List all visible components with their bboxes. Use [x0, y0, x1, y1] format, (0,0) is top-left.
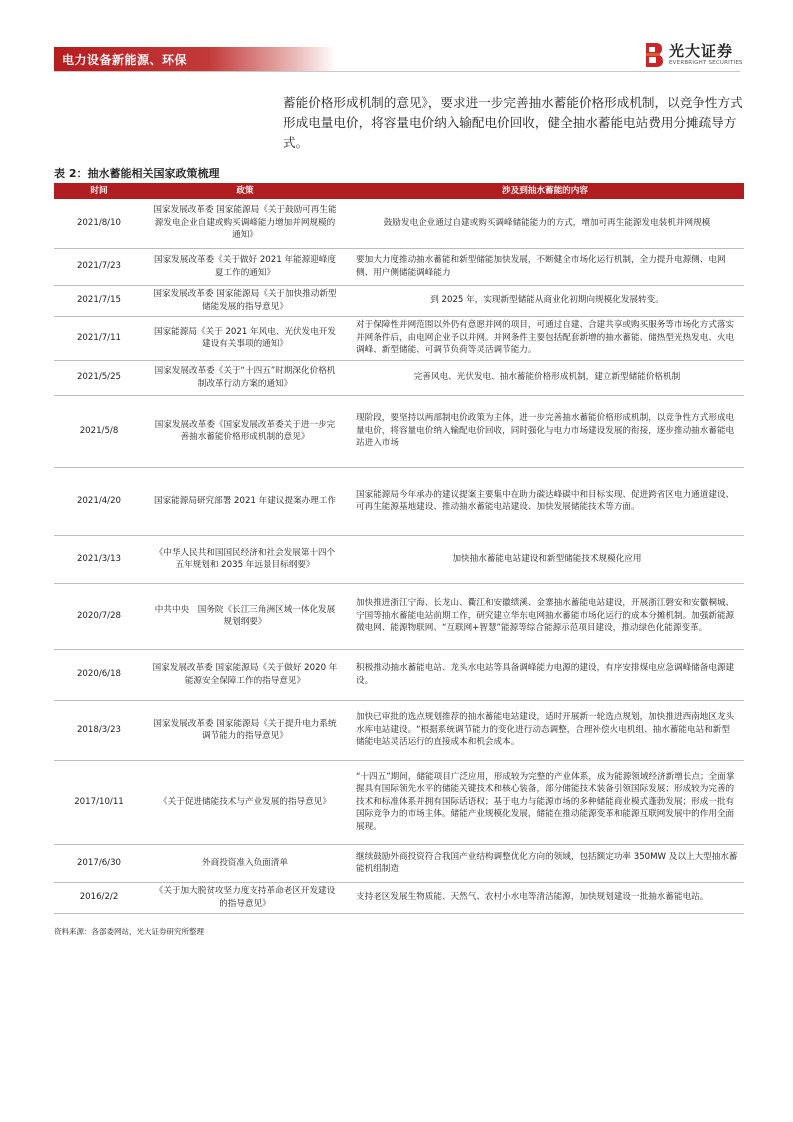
column-header-policy: 政策	[144, 183, 346, 198]
table-row	[54, 316, 744, 360]
cell-content: 要加大力度推动抽水蓄能和新型储能加快发展，不断健全市场化运行机制，全力提升电源侧、电网侧、用户侧储能调峰能力	[346, 248, 744, 285]
cell-content: 积极推动抽水蓄能电站、龙头水电站等具备调峰能力电源的建设，有序安排煤电应急调峰储备电源建设。	[346, 649, 744, 700]
cell-policy: 国家发展改革委《关于做好 2021 年能源迎峰度夏工作的通知》	[144, 248, 346, 285]
section-title: 电力设备新能源、环保	[62, 53, 188, 67]
cell-content: 鼓励发电企业通过自建或购买调峰储能能力的方式，增加可再生能源发电装机并网规模	[346, 198, 744, 248]
table-row	[54, 700, 744, 760]
table-caption: 表 2：抽水蓄能相关国家政策梳理	[54, 167, 220, 180]
table-row	[54, 882, 744, 913]
table-row	[54, 844, 744, 882]
source-note: 资料来源：各部委网站，光大证券研究所整理	[54, 927, 204, 936]
cell-policy: 中共中央 国务院《长江三角洲区域一体化发展规划纲要》	[144, 583, 346, 649]
cell-policy: 国家发展改革委 国家能源局《关于做好 2020 年能源安全保障工作的指导意见》	[144, 649, 346, 700]
table-row	[54, 535, 744, 583]
cell-policy: 《关于加大脱贫攻坚力度支持革命老区开发建设的指导意见》	[144, 882, 346, 913]
cell-policy: 国家能源局研究部署 2021 年建议提案办理工作	[144, 467, 346, 535]
cell-date: 2016/2/2	[54, 882, 144, 913]
everbright-logo	[643, 39, 743, 71]
logo-mark-icon	[643, 41, 665, 69]
cell-content: 加快抽水蓄能电站建设和新型储能技术规模化应用	[346, 535, 744, 583]
cell-policy: 《中华人民共和国国民经济和社会发展第十四个五年规划和 2035 年远景目标纲要》	[144, 535, 346, 583]
cell-content: 到 2025 年，实现新型储能从商业化初期向规模化发展转变。	[346, 285, 744, 316]
cell-content: 支持老区发展生物质能、天然气、农村小水电等清洁能源，加快规划建设一批抽水蓄能电站。	[346, 882, 744, 913]
header-divider	[54, 71, 740, 72]
column-header-content: 涉及到抽水蓄能的内容	[346, 183, 744, 198]
cell-content: 国家能源局今年承办的建议提案主要集中在助力碳达峰碳中和目标实现、促进跨省区电力通道建设、可再生能源基地建设、推动抽水蓄能电站建设、加快发展储能技术等方面。	[346, 467, 744, 535]
cell-content: 加快已审批的选点规划推荐的抽水蓄能电站建设，适时开展新一轮选点规划，加快推进西南地区龙头水库电站建设。“根据系统调节能力的变化进行动态调整，合理补偿火电机组、抽水蓄能电站和新型储能电站灵活运行的直接成本和机会成本。	[346, 700, 744, 760]
cell-date: 2021/4/20	[54, 467, 144, 535]
cell-policy: 国家发展改革委 国家能源局《关于提升电力系统调节能力的指导意见》	[144, 700, 346, 760]
cell-date: 2017/10/11	[54, 760, 144, 844]
cell-policy: 《关于促进储能技术与产业发展的指导意见》	[144, 760, 346, 844]
table-row	[54, 285, 744, 316]
intro-paragraph: 蓄能价格形成机制的意见》，要求进一步完善抽水蓄能价格形成机制，以竞争性方式形成电量电价，将容量电价纳入输配电价回收，健全抽水蓄能电站费用分摊疏导方式。	[283, 95, 743, 150]
cell-date: 2020/6/18	[54, 649, 144, 700]
table-row	[54, 649, 744, 700]
cell-content: “十四五”期间，储能项目广泛应用，形成较为完整的产业体系，成为能源领域经济新增长点；全面掌握具有国际领先水平的储能关键技术和核心装备，部分储能技术装备引领国际发展；形成较为完善的技术和标准体系并拥有国际话语权；基于电力与能源市场的多种储能商业模式蓬勃发展；形成一批有国际竞争力的市场主体。储能产业规模化发展，储能在推动能源变革和能源互联网发展中的作用全面展现。	[346, 760, 744, 844]
cell-date: 2021/3/13	[54, 535, 144, 583]
cell-date: 2017/6/30	[54, 844, 144, 882]
table-row	[54, 360, 744, 395]
cell-policy: 国家发展改革委 国家能源局《关于鼓励可再生能源发电企业自建或购买调峰能力增加并网规模的通知》	[144, 198, 346, 248]
cell-content: 完善风电、光伏发电、抽水蓄能价格形成机制，建立新型储能价格机制	[346, 360, 744, 395]
cell-content: 现阶段，要坚持以两部制电价政策为主体，进一步完善抽水蓄能价格形成机制，以竞争性方式形成电量电价，将容量电价纳入输配电价回收，同时强化与电力市场建设发展的衔接，逐步推动抽水蓄能电站进入市场	[346, 395, 744, 467]
cell-policy: 国家发展改革委《国家发展改革委关于进一步完善抽水蓄能价格形成机制的意见》	[144, 395, 346, 467]
cell-policy: 国家能源局《关于 2021 年风电、光伏发电开发建设有关事项的通知》	[144, 316, 346, 360]
table-header-row	[54, 183, 744, 198]
cell-policy: 外商投资准入负面清单	[144, 844, 346, 882]
cell-date: 2021/8/10	[54, 198, 144, 248]
policy-table	[54, 183, 744, 914]
cell-content: 继续鼓励外商投资符合我国产业结构调整优化方向的领域，包括额定功率 350MW 及以上大型抽水蓄能机组制造	[346, 844, 744, 882]
cell-policy: 国家发展改革委《关于“十四五”时期深化价格机制改革行动方案的通知》	[144, 360, 346, 395]
logo-chinese-text: 光大证券	[669, 42, 734, 60]
table-row	[54, 248, 744, 285]
cell-date: 2021/5/8	[54, 395, 144, 467]
table-row	[54, 395, 744, 467]
table-row	[54, 467, 744, 535]
cell-date: 2020/7/28	[54, 583, 144, 649]
cell-policy: 国家发展改革委 国家能源局《关于加快推动新型储能发展的指导意见》	[144, 285, 346, 316]
table-row	[54, 583, 744, 649]
table-row	[54, 760, 744, 844]
table-row	[54, 198, 744, 248]
cell-content: 对于保障性并网范围以外仍有意愿并网的项目，可通过自建、合建共享或购买服务等市场化方式落实并网条件后，由电网企业予以并网。并网条件主要包括配套新增的抽水蓄能、储热型光热发电、火电调峰、新型储能、可调节负荷等灵活调节能力。	[346, 316, 744, 360]
cell-date: 2021/7/23	[54, 248, 144, 285]
logo-english-text: EVERBRIGHT SECURITIES	[669, 60, 743, 66]
cell-date: 2021/7/15	[54, 285, 144, 316]
cell-date: 2021/5/25	[54, 360, 144, 395]
cell-date: 2021/7/11	[54, 316, 144, 360]
cell-date: 2018/3/23	[54, 700, 144, 760]
cell-content: 加快推进浙江宁海、长龙山、衢江和安徽绩溪、金寨抽水蓄能电站建设，开展浙江磐安和安徽桐城、宁国等抽水蓄能电站前期工作，研究建立华东电网抽水蓄能市场化运行的成本分摊机制。加强新能源微电网、能源物联网、“互联网+智慧”能源等综合能源示范项目建设，推动绿色化能源变革。	[346, 583, 744, 649]
column-header-date: 时间	[54, 183, 144, 198]
